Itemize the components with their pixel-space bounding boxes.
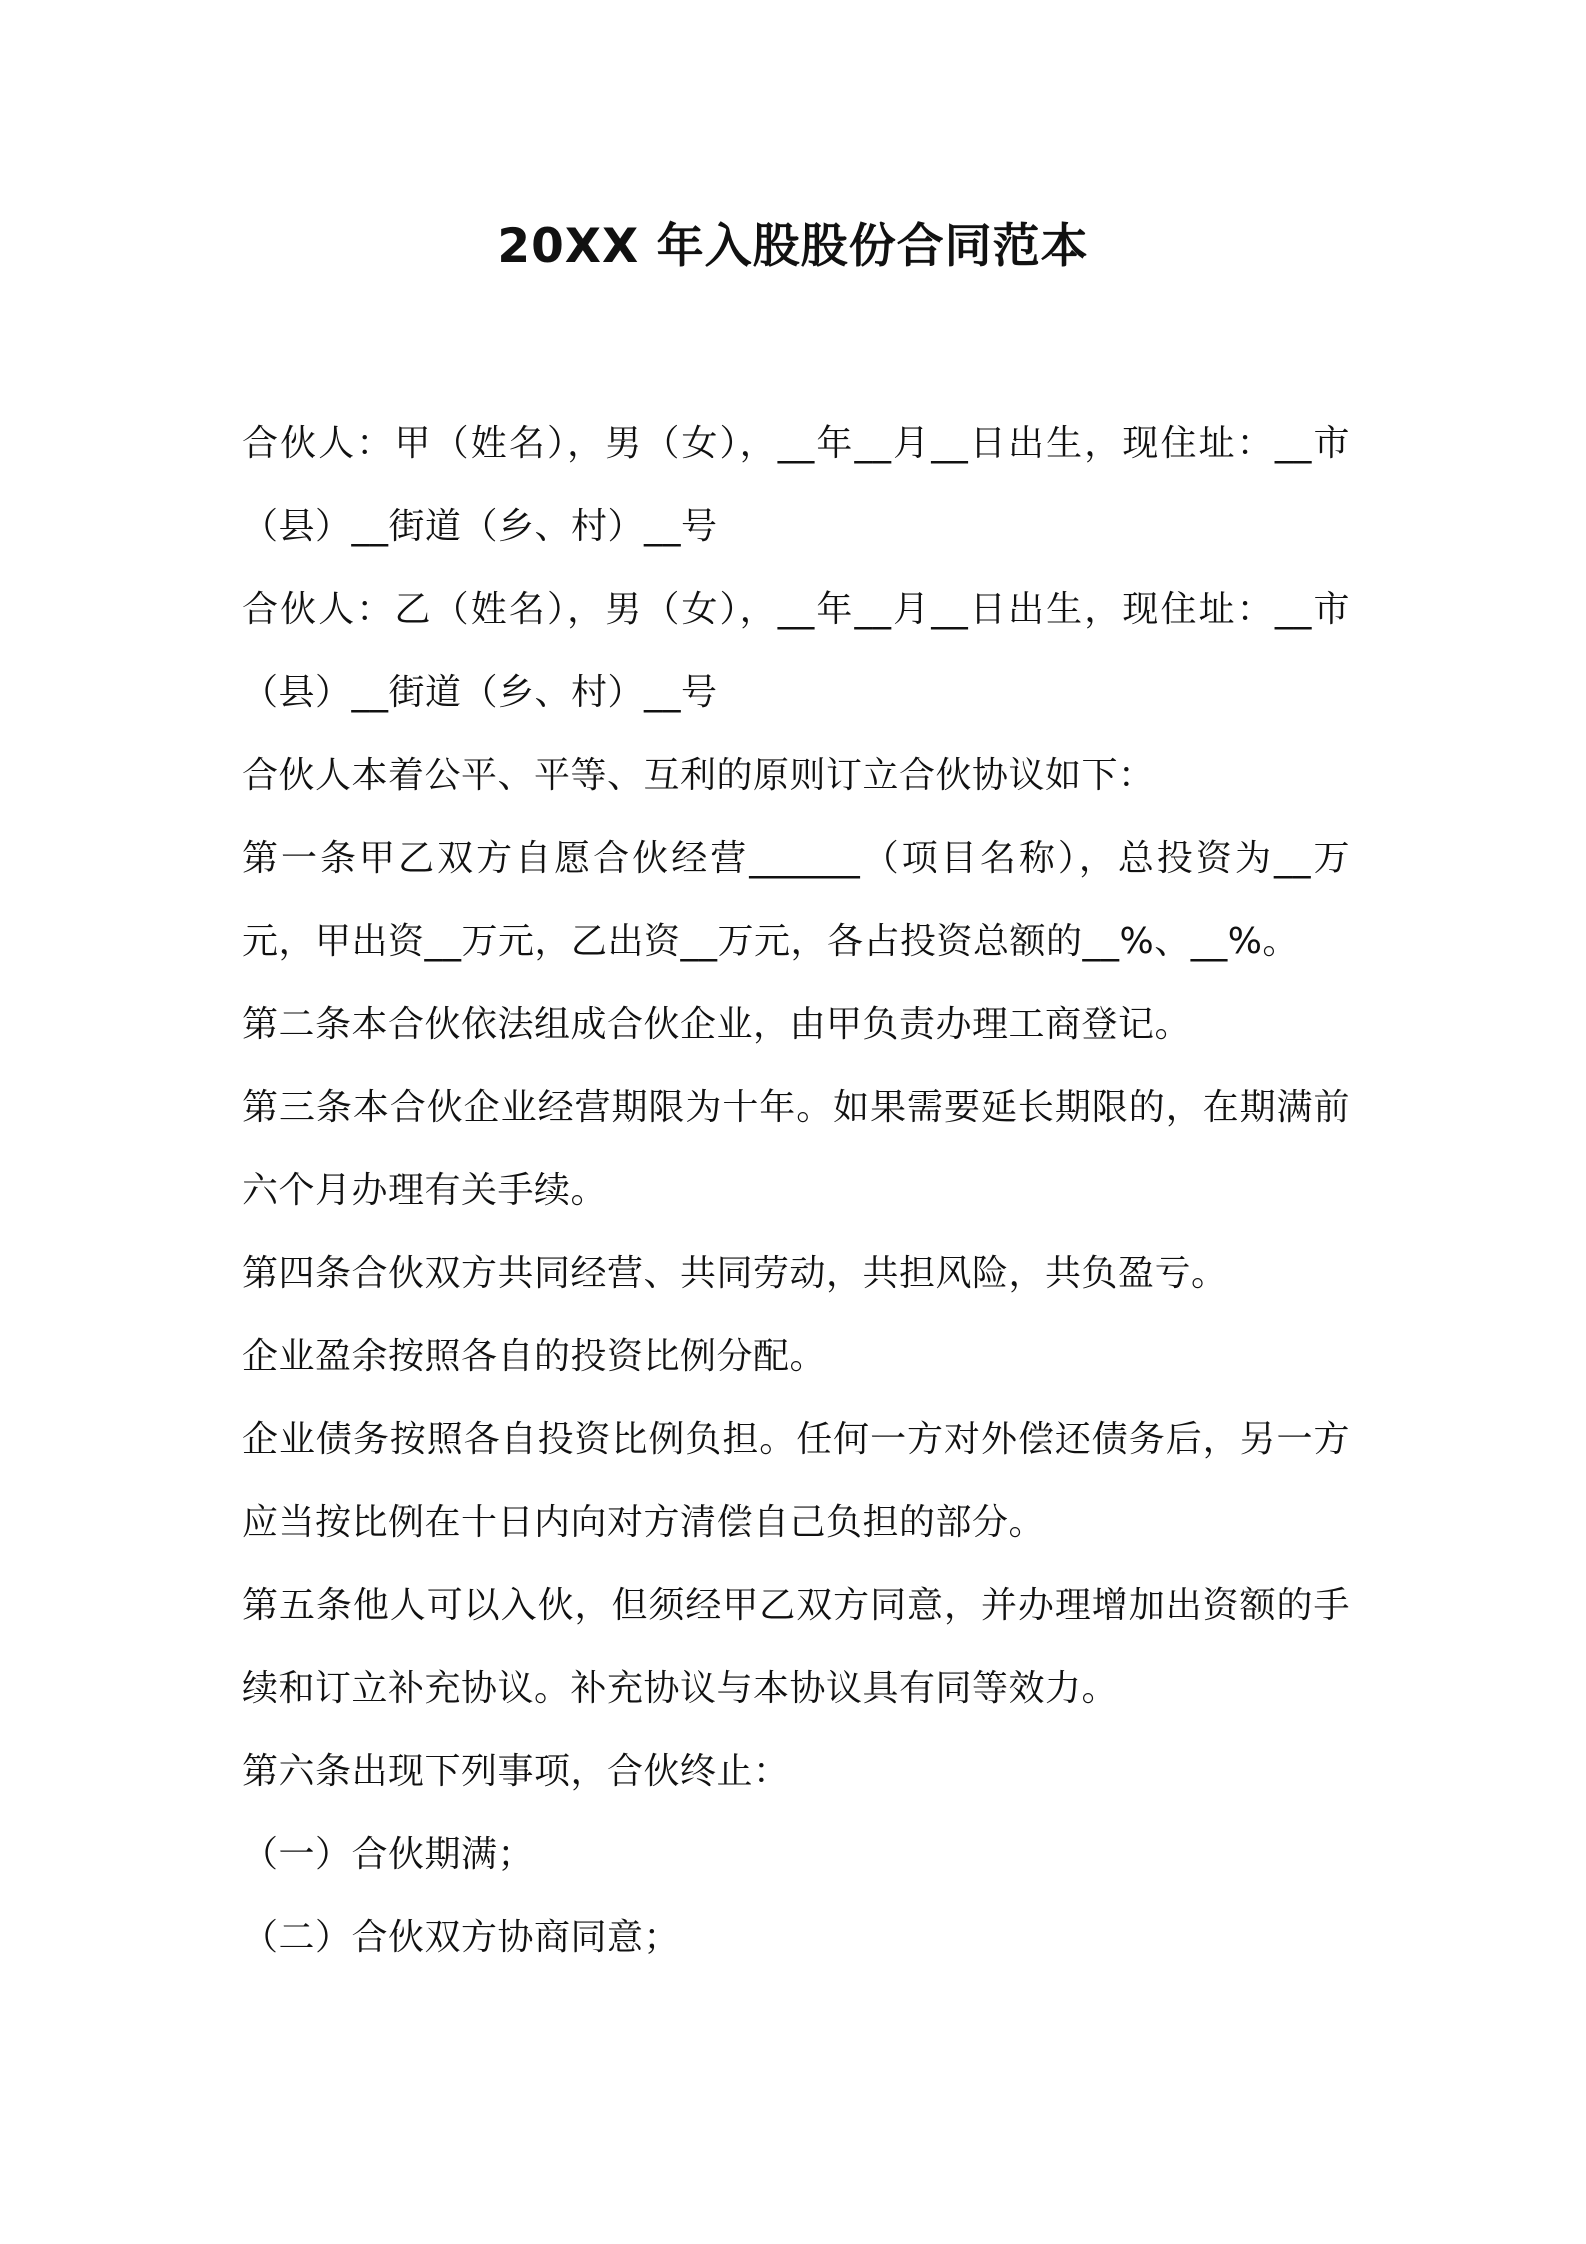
article-6-paragraph: 第六条出现下列事项，合伙终止： — [242, 1751, 790, 1792]
article-3-paragraph: 第三条本合伙企业经营期限为十年。如果需要延长期限的，在期满前六个月办理有关手续。 — [242, 1087, 1350, 1211]
partner-b-paragraph: 合伙人：乙（姓名），男（女），__年__月__日出生，现住址：__市（县）__街道（乡、村）__号 — [242, 589, 1350, 713]
document-title: 20XX 年入股股份合同范本 — [497, 219, 1089, 274]
profit-distribution-paragraph: 企业盈余按照各自的投资比例分配。 — [242, 1336, 827, 1377]
article-2-paragraph: 第二条本合伙依法组成合伙企业，由甲负责办理工商登记。 — [242, 1004, 1192, 1045]
termination-item-2: （二）合伙双方协商同意； — [242, 1917, 681, 1958]
article-5-paragraph: 第五条他人可以入伙，但须经甲乙双方同意，并办理增加出资额的手续和订立补充协议。补充协议与本协议具有同等效力。 — [242, 1585, 1350, 1709]
partner-a-paragraph: 合伙人：甲（姓名），男（女），__年__月__日出生，现住址：__市（县）__街道（乡、村）__号 — [242, 423, 1350, 547]
document-body — [242, 402, 1350, 1979]
article-1-paragraph: 第一条甲乙双方自愿合伙经营______（项目名称），总投资为__万元，甲出资__万元，乙出资__万元，各占投资总额的__%、__%。 — [242, 838, 1350, 962]
termination-item-1: （一）合伙期满； — [242, 1834, 535, 1875]
debt-sharing-paragraph: 企业债务按照各自投资比例负担。任何一方对外偿还债务后，另一方应当按比例在十日内向对方清偿自己负担的部分。 — [242, 1419, 1350, 1543]
agreement-intro-paragraph: 合伙人本着公平、平等、互利的原则订立合伙协议如下： — [242, 755, 1155, 796]
article-4-paragraph: 第四条合伙双方共同经营、共同劳动，共担风险，共负盈亏。 — [242, 1253, 1228, 1294]
